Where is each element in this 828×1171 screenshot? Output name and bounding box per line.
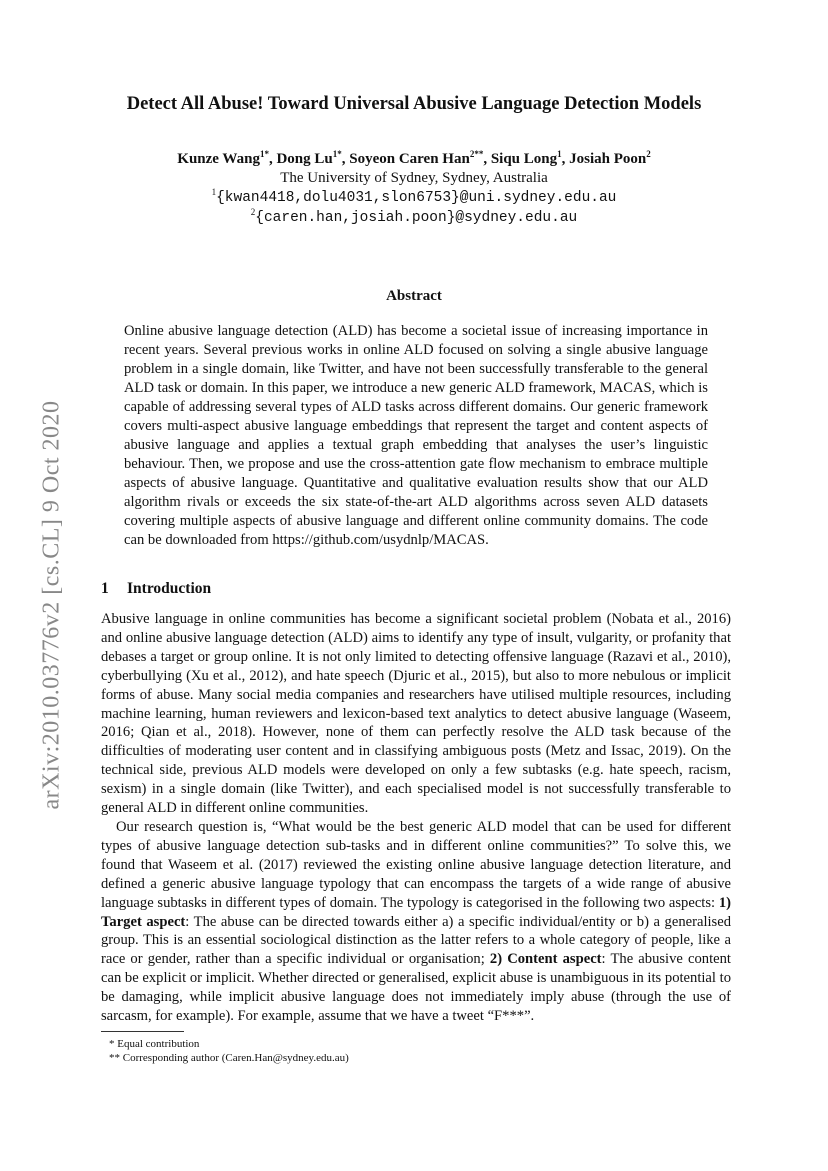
footnote: * Equal contribution xyxy=(109,1038,200,1050)
text-run: : The abuse can be directed towards either a) a specific individual/entity or b) a generalised group. This is an essential sociological distinction as the latter refers to a whole category of people, like a race or gender, rather than a specific individual or organisation; xyxy=(101,913,732,968)
section-title: Introduction xyxy=(127,580,212,597)
email-address: {caren.han,josiah.poon}@sydney.edu.au xyxy=(255,210,578,226)
author-name: Kunze Wang xyxy=(177,151,260,167)
email-line-2 xyxy=(0,208,828,228)
text-run: Our research question is, “What would be the best generic ALD model that can be used for different types of abusive language detection sub-tasks and in different online communities?” To solve this, we found that Waseem et al. (2017) reviewed the existing online abusive language detection literature, and defined a generic abusive language typology that can encompass the targets of a wide range of abusive language subtasks in different types of domain. The typology is categorised in the following two aspects: xyxy=(101,818,731,911)
author-sup: 1* xyxy=(332,149,342,159)
author-block xyxy=(0,150,828,228)
author-sup: 1* xyxy=(259,149,269,159)
bold-term: 1) Target aspect xyxy=(101,894,731,930)
email-sup: 1 xyxy=(211,187,217,197)
arxiv-identifier-text: arXiv:2010.03776v2 [cs.CL] 9 Oct 2020 xyxy=(38,400,65,810)
author-name: Siqu Long xyxy=(490,151,558,167)
footnote: ** Corresponding author (Caren.Han@sydney.edu.au) xyxy=(109,1052,349,1064)
author-name: Josiah Poon xyxy=(569,151,647,167)
author-name: Dong Lu xyxy=(276,151,333,167)
section-number: 1 xyxy=(101,580,109,597)
author-sup: 2** xyxy=(469,149,484,159)
abstract-text: Online abusive language detection (ALD) has become a societal issue of increasing importance in recent years. Several previous works in online ALD focused on solving a single abusive language problem in a single domain, like Twitter, and have not been successfully transferable to the general ALD task or domain. In this paper, we introduce a new generic ALD framework, MACAS, which is capable of addressing several types of ALD tasks across different domains. Our generic framework covers multi-aspect abusive language embeddings that represent the target and content aspects of abusive language and applies a textual graph embedding that analyses the user’s linguistic behaviour. Then, we propose and use the cross-attention gate flow mechanism to embrace multiple aspects of abusive language. Quantitative and qualitative evaluation results show that our ALD algorithm rivals or exceeds the six state-of-the-art ALD algorithms across seven ALD datasets covering multiple aspects of abusive language and different online community domains. The code can be downloaded from https://github.com/usydnlp/MACAS. xyxy=(124,323,708,548)
abstract-heading: Abstract xyxy=(386,288,442,304)
email-sup: 2 xyxy=(250,207,256,217)
affiliation: The University of Sydney, Sydney, Australia xyxy=(280,170,548,186)
paper-title: Detect All Abuse! Toward Universal Abusive Language Detection Models xyxy=(126,94,702,114)
author-sup: 2 xyxy=(646,149,651,159)
paragraph xyxy=(101,818,731,1026)
author-name: Soyeon Caren Han xyxy=(349,151,470,167)
section-heading xyxy=(101,580,211,598)
body-text xyxy=(101,610,731,1026)
footnotes xyxy=(109,1037,349,1065)
email-line-1 xyxy=(0,188,828,208)
bold-term: 2) Content aspect xyxy=(489,951,602,968)
email-address: {kwan4418,dolu4031,slon6753}@uni.sydney.edu.au xyxy=(216,190,617,206)
author-names: Kunze Wang$^{1*}$, Dong $Lu^{1*}$, Soyeon Caren Han$^{2**}$, Siqu Long$^1$, Josiah Poon$^2$ xyxy=(177,149,651,167)
paragraph: Abusive language in online communities has become a significant societal problem (Nobata et al., 2016) and online abusive language detection (ALD) aims to identify any type of insult, vulgarity, or profanity that debases a target or group online. It is not only limited to detecting offensive language (Razavi et al., 2010), cyberbullying (Xu et al., 2012), and hate speech (Djuric et al., 2015), but also to more nebulous or implicit forms of abuse. Many social media companies and researchers have utilised multiple resources, including machine learning, human reviewers and lexicon-based text analytics to detect abusive language (Waseem, 2016; Qian et al., 2018). However, none of them can perfectly resolve the ALD task because of the difficulties of moderating user content and in classifying ambiguous posts (Metz and Issac, 2019). On the technical side, previous ALD models were developed on only a few subtasks (e.g. hate speech, racism, sexism) in a single domain (like Twitter), and each specialised model is not successfully transferable to general ALD in different online communities. xyxy=(101,611,731,817)
text-run: : The abusive content can be explicit or implicit. Whether directed or generalised, explicit abuse is unambiguous in its potential to be damaging, while implicit abusive language does not immediately imply abuse (through the use of sarcasm, for example). For example, assume that we have a tweet “F***”. xyxy=(101,951,731,1025)
author-sup: 1 xyxy=(557,149,562,159)
footnote-rule xyxy=(101,1031,184,1032)
